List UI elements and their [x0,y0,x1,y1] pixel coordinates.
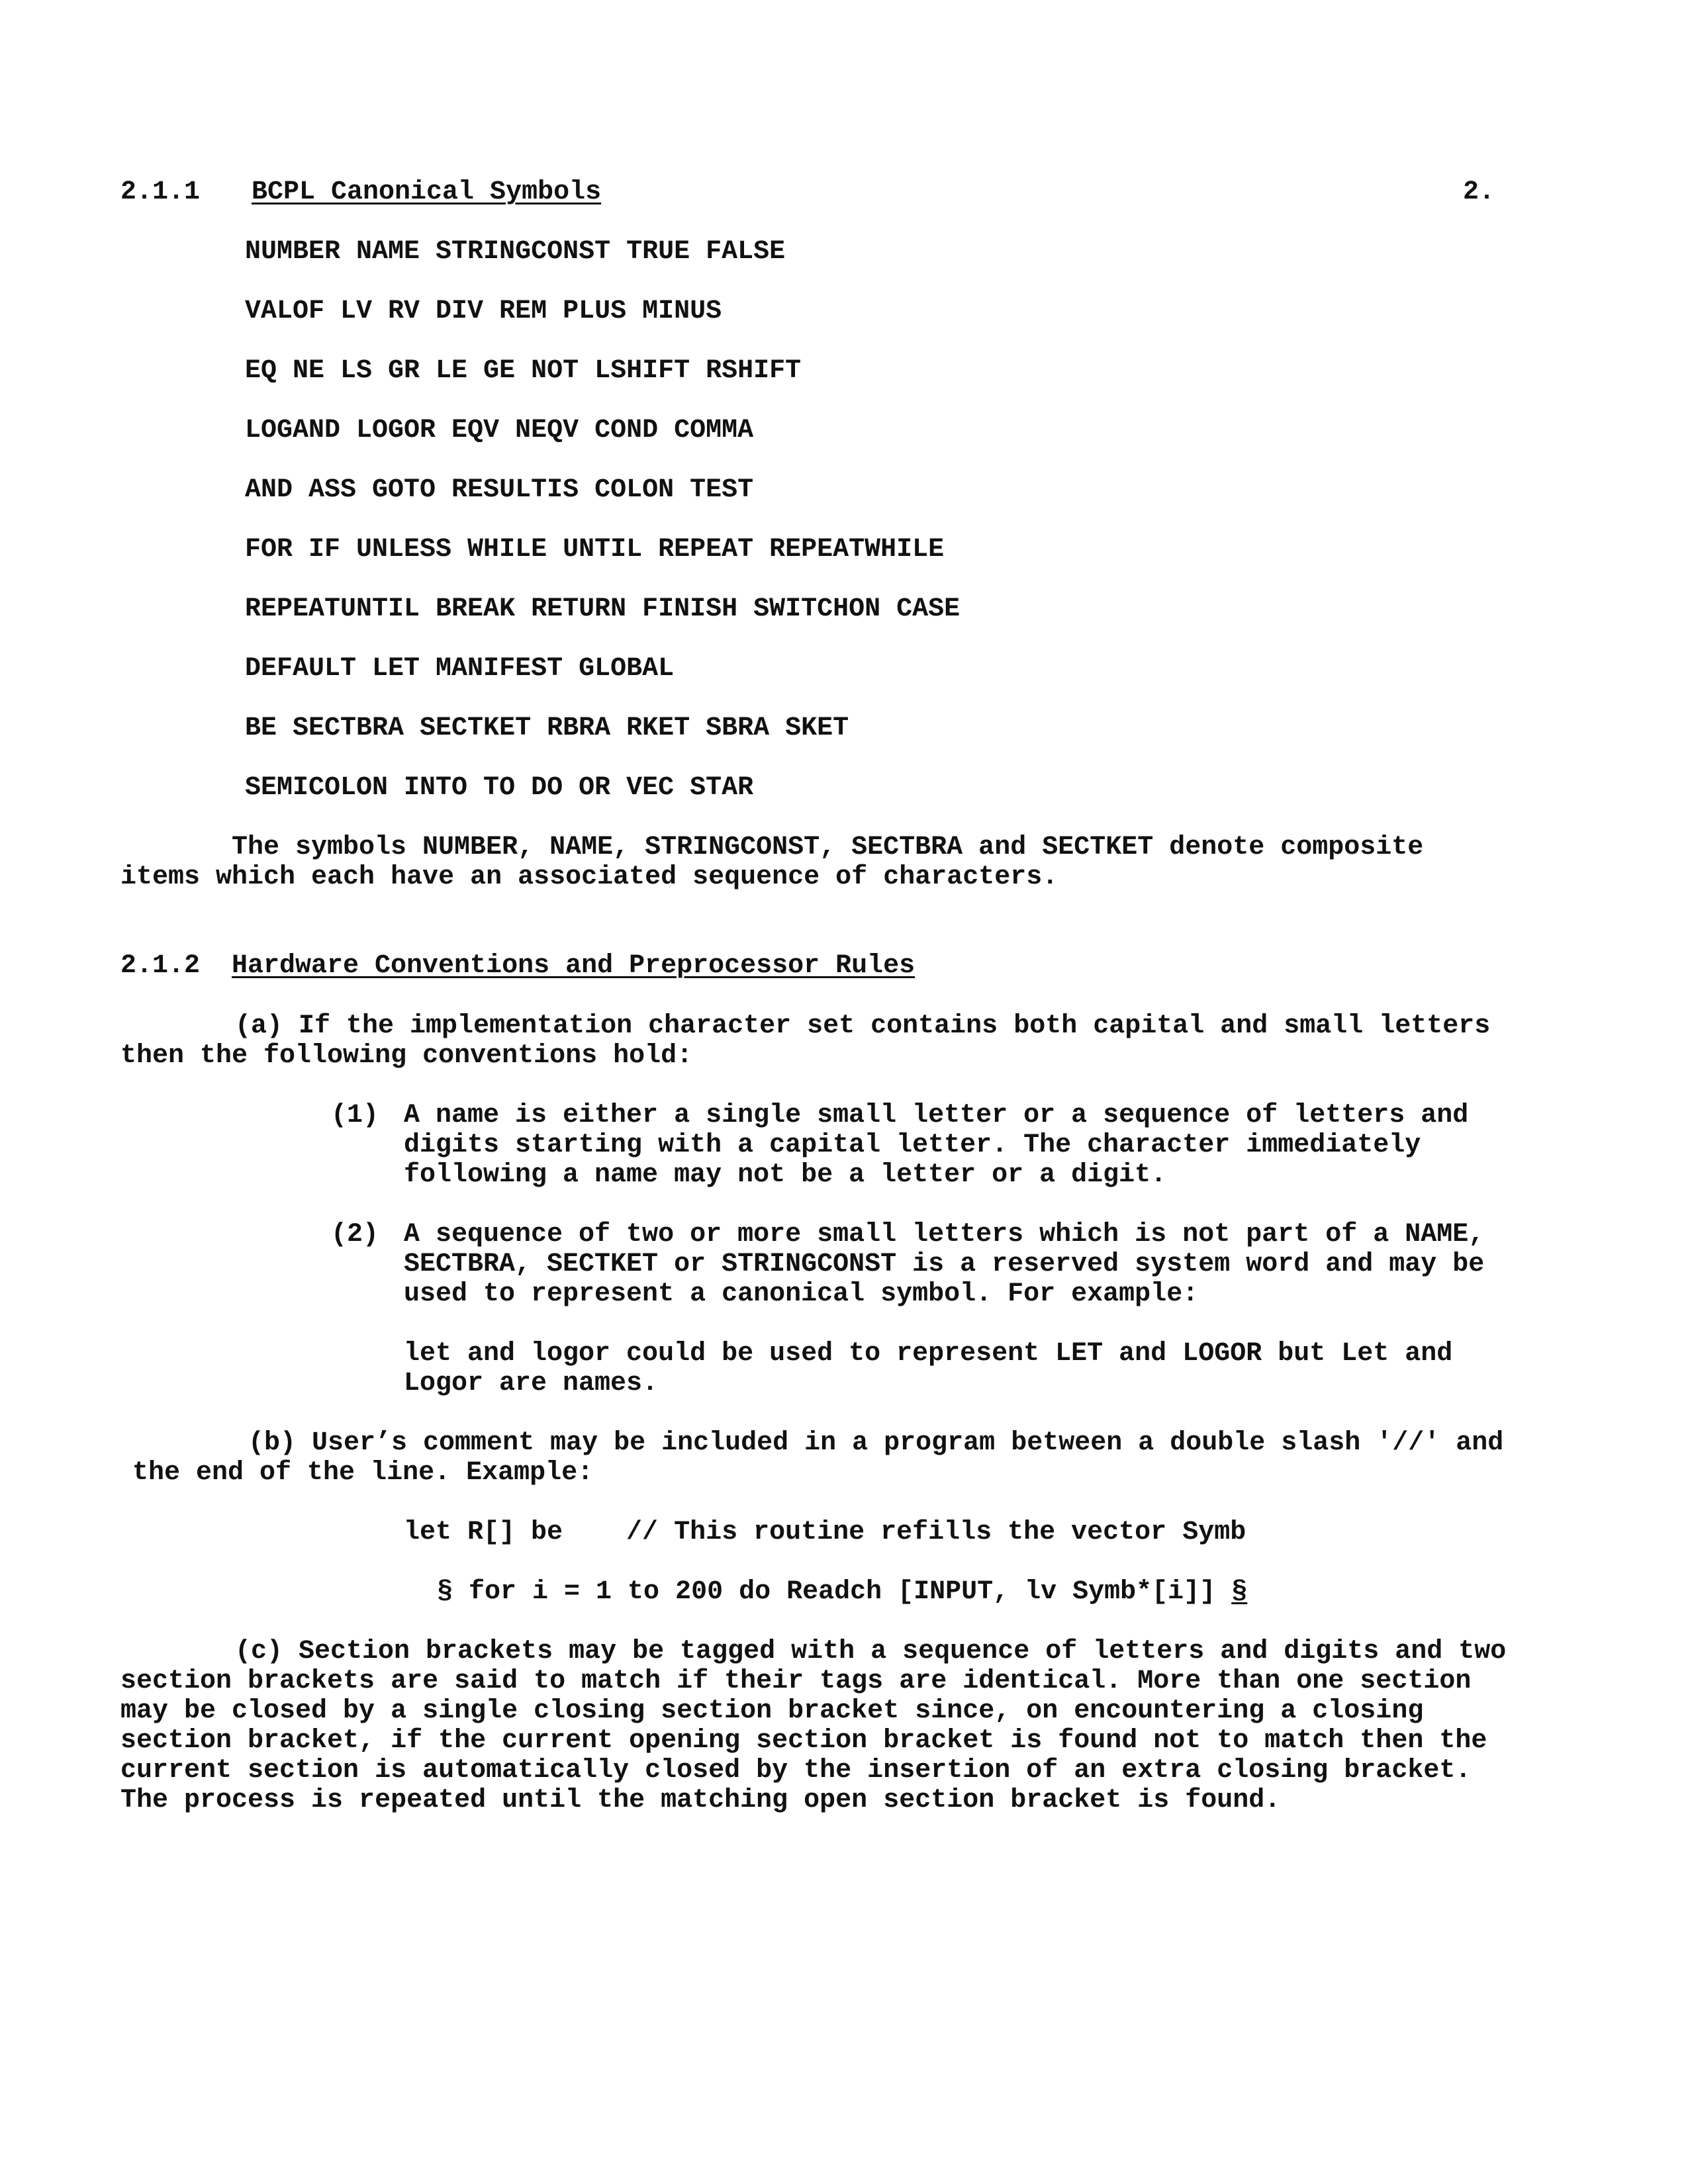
paragraph-a-line: (a) If the implementation character set contains both capital and small letters [235,1011,1491,1041]
item-2-line: SECTBRA, SECTKET or STRINGCONST is a reserved system word and may be [404,1250,1485,1279]
item-1-line: digits starting with a capital letter. The character immediately [404,1130,1421,1160]
paragraph-a-line: then the following conventions hold: [120,1041,693,1071]
section-title-canonical-symbols: BCPL Canonical Symbols [252,177,602,207]
section-number-2-1-1: 2.1.1 [120,177,201,207]
code-example-line: let R[] be // This routine refills the vector Symb [404,1518,1246,1547]
paragraph-b-line: the end of the line. Example: [132,1458,594,1488]
symbol-line: SEMICOLON INTO TO DO OR VEC STAR [245,773,754,803]
code-example-text: § for i = 1 to 200 do Readch [INPUT, lv Symb*[i]] [437,1577,1232,1607]
section-number-2-1-2: 2.1.2 [120,951,201,981]
paragraph-c-line: current section is automatically closed by the insertion of an extra closing bracket. [120,1756,1472,1786]
composite-note-line: The symbols NUMBER, NAME, STRINGCONST, SECTBRA and SECTKET denote composite [232,833,1424,862]
paragraph-c-line: section bracket, if the current opening section bracket is found not to match then the [120,1726,1487,1756]
paragraph-c-line: (c) Section brackets may be tagged with a sequence of letters and digits and two [235,1637,1507,1666]
item-2-example-line: Logor are names. [404,1369,659,1398]
item-1-number: (1) [331,1101,379,1130]
symbol-line: REPEATUNTIL BREAK RETURN FINISH SWITCHON CASE [245,594,961,624]
item-2-line: A sequence of two or more small letters which is not part of a NAME, [404,1220,1485,1250]
symbol-line: EQ NE LS GR LE GE NOT LSHIFT RSHIFT [245,356,802,386]
symbol-line: AND ASS GOTO RESULTIS COLON TEST [245,475,754,505]
composite-note-line: items which each have an associated sequence of characters. [120,862,1058,892]
code-example-line [437,1577,1247,1607]
symbol-line: FOR IF UNLESS WHILE UNTIL REPEAT REPEATWHILE [245,535,945,565]
section-title-hardware-conventions: Hardware Conventions and Preprocessor Rules [232,951,915,981]
symbol-line: BE SECTBRA SECTKET RBRA RKET SBRA SKET [245,713,849,743]
symbol-line: LOGAND LOGOR EQV NEQV COND COMMA [245,416,754,445]
item-2-line: used to represent a canonical symbol. For example: [404,1279,1199,1309]
page-number: 2. [1463,177,1495,207]
paragraph-c-line: section brackets are said to match if their tags are identical. More than one section [120,1666,1472,1696]
symbol-line: NUMBER NAME STRINGCONST TRUE FALSE [245,237,786,267]
symbol-line: DEFAULT LET MANIFEST GLOBAL [245,654,675,684]
closing-section-bracket: § [1231,1577,1248,1607]
paragraph-c-line: The process is repeated until the matching open section bracket is found. [120,1786,1281,1815]
paragraph-b-line: (b) User’s comment may be included in a program between a double slash '//' and [248,1428,1504,1458]
item-1-line: A name is either a single small letter or a sequence of letters and [404,1101,1469,1130]
item-2-number: (2) [331,1220,379,1250]
symbol-line: VALOF LV RV DIV REM PLUS MINUS [245,296,722,326]
item-2-example-line: let and logor could be used to represent LET and LOGOR but Let and [404,1339,1453,1369]
paragraph-c-line: may be closed by a single closing section bracket since, on encountering a closing [120,1696,1424,1726]
item-1-line: following a name may not be a letter or a digit. [404,1160,1167,1190]
